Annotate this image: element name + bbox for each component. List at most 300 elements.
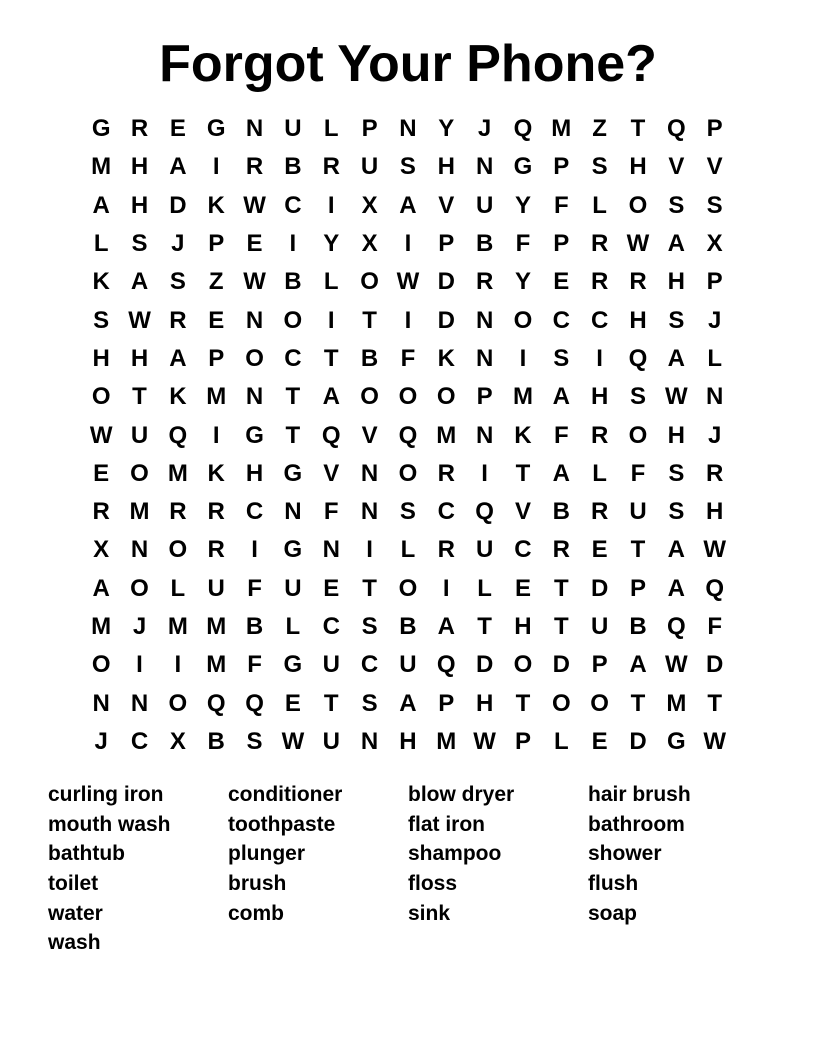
grid-cell: L xyxy=(592,191,607,219)
grid-cell: B xyxy=(552,498,570,526)
grid-cell: H xyxy=(245,459,264,487)
grid-cell: J xyxy=(477,115,492,143)
grid-cell: C xyxy=(284,344,302,372)
grid-cell: I xyxy=(481,459,488,487)
word-search-grid xyxy=(82,110,734,761)
grid-cell: G xyxy=(513,153,533,181)
grid-cell: H xyxy=(667,268,685,296)
grid-cell: M xyxy=(206,651,227,679)
grid-cell: L xyxy=(170,574,186,602)
grid-cell: A xyxy=(169,153,187,181)
grid-cell: O xyxy=(628,421,648,449)
grid-cell: O xyxy=(628,191,648,219)
grid-cell: W xyxy=(89,421,113,449)
grid-cell: S xyxy=(553,344,570,372)
grid-cell: N xyxy=(706,383,724,411)
grid-cell: K xyxy=(514,421,532,449)
grid-cell: V xyxy=(514,498,531,526)
grid-cell: W xyxy=(703,536,726,564)
grid-cell: P xyxy=(438,230,455,258)
grid-cell: I xyxy=(174,651,182,679)
grid-cell: U xyxy=(360,153,379,181)
grid-cell: O xyxy=(513,306,533,334)
word-list-item: comb xyxy=(228,901,285,925)
grid-cell: T xyxy=(323,689,339,717)
grid-cell: R xyxy=(169,306,187,334)
grid-row xyxy=(82,416,734,454)
grid-row xyxy=(82,187,734,225)
grid-cell: M xyxy=(167,613,188,640)
grid-cell: O xyxy=(398,574,418,602)
grid-cell: H xyxy=(437,153,455,181)
grid-cell: A xyxy=(322,383,340,411)
grid-cell: F xyxy=(630,459,646,487)
grid-cell: T xyxy=(630,689,646,717)
word-list-item: toothpaste xyxy=(228,812,336,836)
grid-cell: I xyxy=(327,306,335,334)
grid-cell: C xyxy=(360,651,379,679)
grid-cell: G xyxy=(91,115,111,143)
grid-cell: V xyxy=(668,153,685,181)
grid-cell: I xyxy=(404,230,412,258)
page-title: Forgot Your Phone? xyxy=(159,35,657,93)
grid-cell: D xyxy=(437,268,455,296)
grid-cell: T xyxy=(285,421,301,449)
grid-row xyxy=(82,263,734,301)
grid-row xyxy=(82,493,734,531)
word-list-item: bathtub xyxy=(48,842,125,866)
word-list-item: toilet xyxy=(48,872,99,896)
grid-cell: T xyxy=(707,689,722,717)
grid-cell: C xyxy=(130,727,149,755)
grid-cell: U xyxy=(284,574,302,602)
grid-cell: Q xyxy=(398,421,418,449)
grid-cell: N xyxy=(92,689,110,717)
word-list-item: bathroom xyxy=(588,812,685,836)
grid-row xyxy=(82,301,734,339)
grid-cell: S xyxy=(668,191,685,219)
grid-cell: M xyxy=(551,115,572,143)
grid-cell: M xyxy=(91,613,112,640)
grid-cell: O xyxy=(551,689,571,717)
grid-cell: A xyxy=(130,268,149,296)
word-list-item: shower xyxy=(588,842,662,866)
grid-cell: Q xyxy=(436,651,456,679)
grid-cell: A xyxy=(437,613,455,640)
grid-cell: Q xyxy=(513,115,533,143)
grid-cell: I xyxy=(327,191,335,219)
grid-cell: F xyxy=(553,191,569,219)
word-list-item: mouth wash xyxy=(48,812,171,836)
grid-cell: H xyxy=(130,153,149,181)
grid-cell: Y xyxy=(514,191,531,219)
grid-cell: F xyxy=(400,344,416,372)
grid-cell: R xyxy=(322,153,340,181)
grid-cell: Q xyxy=(168,421,188,449)
grid-cell: B xyxy=(207,727,225,755)
grid-cell: Y xyxy=(323,230,340,258)
grid-cell: R xyxy=(207,536,225,564)
grid-cell: J xyxy=(707,306,722,334)
grid-cell: S xyxy=(246,727,263,755)
grid-cell: V xyxy=(361,421,378,449)
grid-cell: L xyxy=(323,268,339,296)
grid-cell: S xyxy=(399,498,416,526)
grid-cell: H xyxy=(590,383,609,411)
grid-cell: P xyxy=(208,344,225,372)
grid-cell: A xyxy=(667,536,685,564)
grid-cell: P xyxy=(706,115,723,143)
grid-cell: N xyxy=(130,536,149,564)
grid-cell: B xyxy=(284,268,302,296)
grid-cell: R xyxy=(706,459,724,487)
grid-cell: H xyxy=(629,153,647,181)
grid-cell: W xyxy=(665,651,688,679)
grid-cell: D xyxy=(629,727,647,755)
grid-cell: Z xyxy=(208,268,224,296)
grid-cell: T xyxy=(630,536,646,564)
grid-cell: U xyxy=(399,651,417,679)
grid-cell: M xyxy=(512,383,533,411)
grid-cell: I xyxy=(212,153,220,181)
grid-cell: U xyxy=(322,651,340,679)
grid-cell: E xyxy=(514,574,531,602)
grid-cell: A xyxy=(92,191,110,219)
grid-cell: T xyxy=(362,306,377,334)
grid-cell: W xyxy=(473,727,496,755)
grid-cell: R xyxy=(552,536,570,564)
grid-cell: O xyxy=(283,306,303,334)
grid-cell: I xyxy=(596,344,603,372)
grid-cell: S xyxy=(399,153,416,181)
grid-cell: N xyxy=(245,306,264,334)
word-list-item: brush xyxy=(228,872,287,896)
grid-cell: Q xyxy=(475,498,494,526)
grid-cell: T xyxy=(553,613,569,640)
grid-cell: O xyxy=(130,574,149,602)
grid-cell: V xyxy=(438,191,455,219)
grid-cell: I xyxy=(136,651,143,679)
grid-cell: N xyxy=(475,306,494,334)
grid-cell: E xyxy=(93,459,110,487)
grid-cell: U xyxy=(284,115,302,143)
grid-row xyxy=(82,148,734,186)
grid-cell: V xyxy=(706,153,723,181)
grid-cell: P xyxy=(476,383,493,411)
grid-cell: F xyxy=(515,230,531,258)
grid-cell: C xyxy=(552,306,570,334)
grid-cell: N xyxy=(475,344,494,372)
grid-cell: O xyxy=(590,689,609,717)
grid-cell: R xyxy=(437,459,455,487)
grid-cell: J xyxy=(171,230,185,258)
grid-cell: L xyxy=(323,115,339,143)
grid-cell: U xyxy=(590,613,609,640)
grid-cell: A xyxy=(629,651,647,679)
grid-cell: E xyxy=(208,306,225,334)
grid-cell: M xyxy=(91,153,112,181)
grid-cell: R xyxy=(437,536,455,564)
grid-cell: U xyxy=(130,421,149,449)
grid-cell: O xyxy=(168,536,188,564)
grid-cell: K xyxy=(207,459,225,487)
grid-cell: Q xyxy=(666,115,686,143)
word-list-item: curling iron xyxy=(48,783,164,806)
grid-cell: L xyxy=(592,459,607,487)
grid-cell: J xyxy=(94,727,108,755)
grid-cell: C xyxy=(514,536,532,564)
grid-cell: F xyxy=(553,421,569,449)
grid-cell: E xyxy=(169,115,186,143)
grid-cell: E xyxy=(553,268,570,296)
grid-cell: U xyxy=(629,498,647,526)
grid-cell: M xyxy=(206,613,227,640)
grid-cell: W xyxy=(396,268,420,296)
grid-cell: A xyxy=(169,344,187,372)
word-list-item: soap xyxy=(588,901,638,925)
grid-cell: O xyxy=(360,268,379,296)
word-list xyxy=(48,780,768,958)
grid-cell: Y xyxy=(514,268,531,296)
grid-cell: R xyxy=(590,421,609,449)
grid-cell: T xyxy=(362,574,377,602)
grid-cell: G xyxy=(666,727,686,755)
grid-cell: R xyxy=(590,230,609,258)
grid-cell: N xyxy=(245,115,264,143)
grid-cell: H xyxy=(475,689,494,717)
grid-cell: A xyxy=(667,574,685,602)
grid-cell: B xyxy=(399,613,417,640)
grid-cell: W xyxy=(626,230,650,258)
grid-cell: Q xyxy=(206,689,226,717)
grid-cell: L xyxy=(285,613,301,640)
grid-cell: P xyxy=(514,727,531,755)
grid-cell: P xyxy=(629,574,646,602)
grid-cell: N xyxy=(360,459,379,487)
grid-cell: O xyxy=(245,344,264,372)
grid-cell: O xyxy=(91,651,111,679)
grid-cell: I xyxy=(289,230,297,258)
word-list-item: blow dryer xyxy=(408,783,515,806)
grid-cell: S xyxy=(629,383,646,411)
grid-row xyxy=(82,340,734,378)
grid-cell: G xyxy=(206,115,226,143)
grid-cell: D xyxy=(552,651,570,679)
grid-cell: G xyxy=(283,651,303,679)
word-list-item: sink xyxy=(408,901,451,925)
grid-cell: D xyxy=(437,306,455,334)
grid-row xyxy=(82,531,734,569)
grid-cell: L xyxy=(400,536,416,564)
grid-cell: X xyxy=(706,230,723,258)
grid-cell: S xyxy=(169,268,186,296)
grid-cell: P xyxy=(553,153,570,181)
grid-cell: F xyxy=(247,574,262,602)
grid-cell: T xyxy=(515,689,531,717)
grid-cell: T xyxy=(132,383,147,411)
grid-cell: H xyxy=(629,306,647,334)
grid-cell: N xyxy=(475,421,494,449)
grid-cell: L xyxy=(477,574,492,602)
grid-cell: Q xyxy=(705,574,724,602)
grid-cell: C xyxy=(284,191,302,219)
grid-cell: H xyxy=(667,421,685,449)
grid-cell: K xyxy=(169,383,187,411)
grid-cell: I xyxy=(442,574,450,602)
grid-cell: K xyxy=(437,344,455,372)
grid-cell: U xyxy=(475,536,494,564)
grid-cell: W xyxy=(703,727,726,755)
grid-cell: N xyxy=(322,536,340,564)
grid-cell: S xyxy=(361,689,378,717)
grid-cell: C xyxy=(245,498,264,526)
grid-cell: R xyxy=(207,498,225,526)
grid-cell: Q xyxy=(245,689,264,717)
grid-cell: A xyxy=(92,574,110,602)
grid-cell: Q xyxy=(666,613,686,640)
grid-cell: O xyxy=(398,459,418,487)
grid-cell: R xyxy=(245,153,264,181)
grid-cell: P xyxy=(438,689,455,717)
grid-cell: D xyxy=(706,651,724,679)
grid-row xyxy=(82,225,734,263)
grid-cell: L xyxy=(553,727,569,755)
grid-cell: A xyxy=(667,344,685,372)
grid-cell: N xyxy=(360,727,379,755)
grid-cell: H xyxy=(399,727,417,755)
grid-cell: N xyxy=(475,153,494,181)
grid-cell: O xyxy=(513,651,533,679)
grid-cell: R xyxy=(130,115,149,143)
grid-row xyxy=(82,684,734,722)
grid-cell: N xyxy=(130,689,149,717)
grid-cell: F xyxy=(323,498,339,526)
grid-cell: E xyxy=(591,727,608,755)
grid-cell: L xyxy=(707,344,722,372)
grid-cell: E xyxy=(591,536,608,564)
grid-cell: Q xyxy=(628,344,648,372)
grid-cell: N xyxy=(245,383,264,411)
grid-cell: W xyxy=(665,383,688,411)
grid-cell: G xyxy=(283,459,303,487)
grid-cell: F xyxy=(247,651,262,679)
grid-cell: B xyxy=(245,613,264,640)
grid-cell: S xyxy=(93,306,110,334)
grid-cell: J xyxy=(132,613,147,640)
grid-cell: W xyxy=(281,727,305,755)
grid-cell: I xyxy=(404,306,412,334)
grid-cell: W xyxy=(243,268,266,296)
grid-cell: R xyxy=(590,268,609,296)
grid-cell: O xyxy=(130,459,149,487)
grid-cell: G xyxy=(283,536,303,564)
grid-cell: Q xyxy=(321,421,341,449)
grid-cell: B xyxy=(284,153,302,181)
grid-row xyxy=(82,570,734,608)
grid-cell: H xyxy=(130,344,149,372)
grid-cell: Y xyxy=(438,115,455,143)
grid-cell: S xyxy=(706,191,723,219)
grid-cell: O xyxy=(436,383,456,411)
grid-cell: M xyxy=(129,498,150,526)
word-list-item: shampoo xyxy=(408,842,502,866)
grid-cell: W xyxy=(128,306,151,334)
grid-cell: H xyxy=(514,613,532,640)
grid-cell: K xyxy=(207,191,225,219)
word-list-item: conditioner xyxy=(228,783,343,806)
grid-row xyxy=(82,110,734,148)
word-list-item: hair brush xyxy=(588,783,691,806)
word-list-item: wash xyxy=(48,931,101,955)
word-list-item: plunger xyxy=(228,842,305,866)
grid-cell: E xyxy=(323,574,340,602)
grid-cell: O xyxy=(360,383,379,411)
grid-cell: J xyxy=(707,421,722,449)
grid-row xyxy=(82,723,734,761)
grid-cell: P xyxy=(208,230,225,258)
grid-cell: S xyxy=(131,230,148,258)
grid-cell: S xyxy=(591,153,608,181)
word-list-item: flat iron xyxy=(408,812,485,836)
grid-cell: K xyxy=(92,268,110,296)
grid-cell: T xyxy=(553,574,569,602)
grid-cell: A xyxy=(552,459,570,487)
grid-cell: M xyxy=(436,727,457,755)
grid-cell: F xyxy=(707,613,722,640)
grid-row xyxy=(82,608,734,646)
word-list-item: water xyxy=(48,901,103,925)
grid-cell: C xyxy=(437,498,455,526)
grid-cell: T xyxy=(477,613,492,640)
grid-cell: H xyxy=(130,191,149,219)
grid-cell: P xyxy=(553,230,570,258)
grid-cell: A xyxy=(667,230,685,258)
grid-cell: U xyxy=(475,191,494,219)
grid-cell: S xyxy=(361,613,378,640)
grid-cell: S xyxy=(668,459,685,487)
grid-cell: R xyxy=(629,268,647,296)
grid-cell: X xyxy=(361,191,378,219)
grid-cell: I xyxy=(366,536,373,564)
grid-cell: W xyxy=(243,191,266,219)
grid-row xyxy=(82,646,734,684)
grid-cell: M xyxy=(167,459,188,487)
grid-cell: T xyxy=(285,383,301,411)
grid-cell: R xyxy=(590,498,609,526)
word-list-item: floss xyxy=(408,872,458,896)
grid-cell: G xyxy=(245,421,264,449)
grid-cell: O xyxy=(168,689,188,717)
grid-cell: A xyxy=(552,383,570,411)
grid-cell: N xyxy=(360,498,379,526)
grid-cell: A xyxy=(399,689,417,717)
grid-cell: O xyxy=(91,383,111,411)
grid-cell: S xyxy=(668,306,685,334)
grid-cell: B xyxy=(475,230,494,258)
grid-cell: B xyxy=(360,344,379,372)
grid-cell: V xyxy=(323,459,340,487)
grid-cell: I xyxy=(212,421,220,449)
grid-cell: I xyxy=(251,536,258,564)
grid-cell: O xyxy=(398,383,418,411)
grid-cell: X xyxy=(361,230,378,258)
grid-cell: M xyxy=(666,689,687,717)
grid-cell: L xyxy=(93,230,109,258)
grid-row xyxy=(82,378,734,416)
grid-cell: T xyxy=(630,115,646,143)
word-list-item: flush xyxy=(588,872,639,896)
grid-row xyxy=(82,455,734,493)
